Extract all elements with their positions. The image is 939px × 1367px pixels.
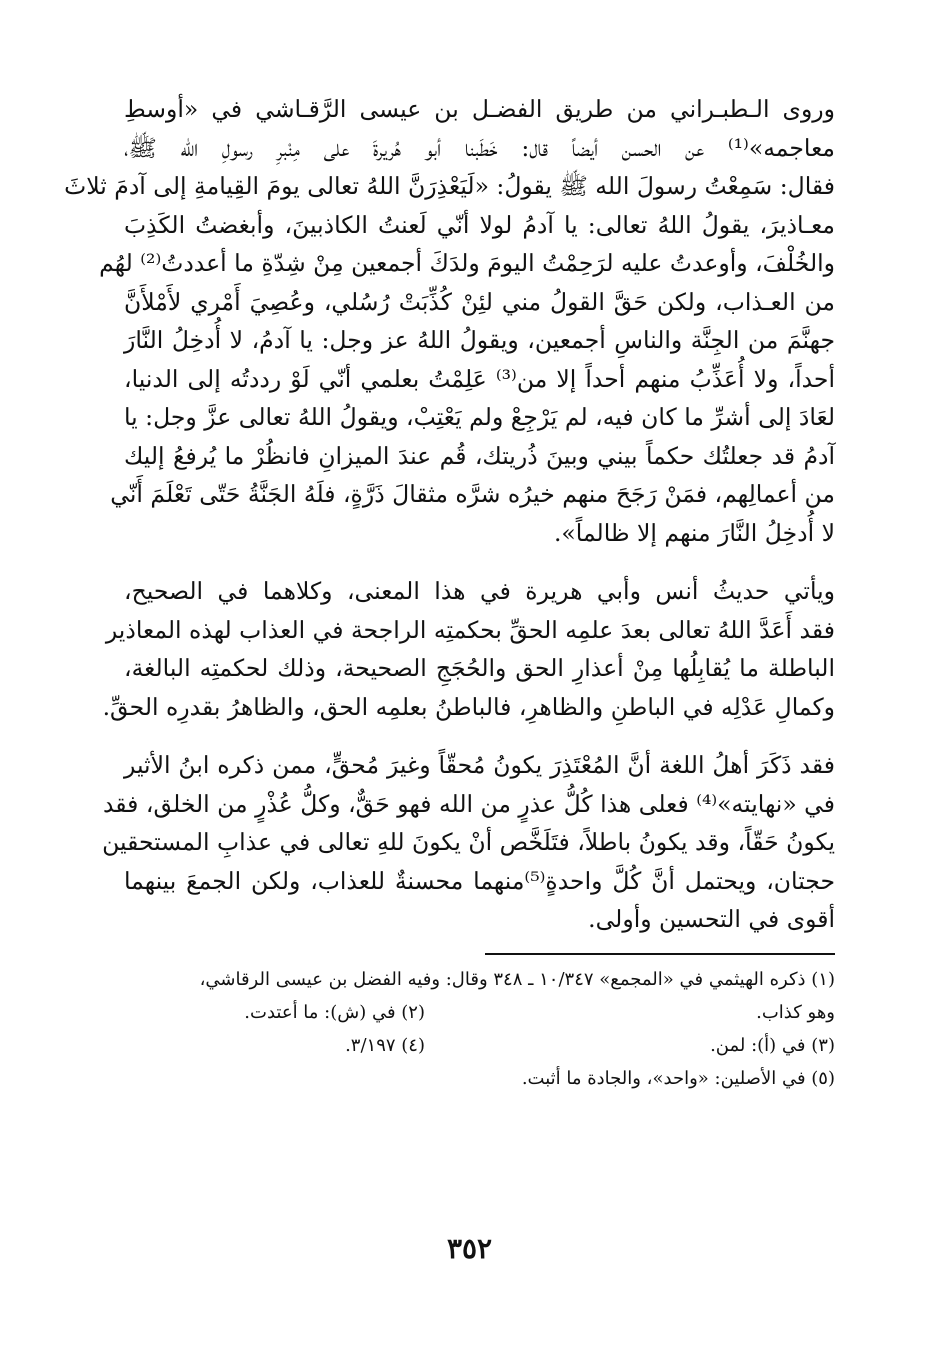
paragraph-gap [124, 552, 835, 572]
paragraph-gap [124, 726, 835, 746]
footnote-2: (٢) في (ش): ما أعتدت. [244, 1001, 425, 1023]
text-line: أقوى في التحسين وأولى. [588, 905, 835, 933]
footnote-3: (٣) في (أ): لمن. [710, 1034, 835, 1056]
footnote-row [124, 996, 835, 1029]
text-line: أحداً، ولا أُعَذِّبُ منهم أحداً إلا من⁽³⁾ عَلِمْتُ بعلمي أنّي لَوْ رددتُه إلى الدنيا، [124, 364, 835, 393]
text-line: فقد ذَكَرَ أهلُ اللغة أنَّ المُعْتَذِرَ يكونُ مُحقّاً وغيرَ مُحقٍّ، ممن ذكره ابنُ الأثير [124, 751, 835, 779]
text-line: لعَادَ إلى أشرِّ ما كان فيه، لم يَرْجِعْ ولم يَعْتِبْ، ويقولُ اللهُ تعالى عزَّ وجل: يا [124, 403, 835, 431]
text-line: والخُلْفَ، وأوعدتُ عليه لرَحِمْتُ اليومَ ولدَكَ أجمعين مِنْ شِدّةِ ما أعددتُ⁽²⁾ لهُم [99, 249, 835, 277]
footnote-1-continued: وهو كذاب. [756, 1001, 835, 1023]
text-line: جهنَّمَ من الجِنَّة والناسِ أجمعين، ويقولُ اللهُ عز وجل: يا آدمُ، لا أُدخِلُ النَّارَ [124, 326, 835, 354]
page-number: ٣٥٢ [446, 1232, 493, 1265]
text-line: لا أُدخِلُ النَّارَ منهم إلا ظالماً». [553, 518, 835, 547]
text-line: وكمالِ عَدْلِه في الباطنِ والظاهرِ، فالباطنُ بعلمِه الحق، والظاهرُ بقدرِه الحقِّ. [102, 692, 835, 721]
footnotes [124, 963, 835, 1095]
text-line: من العـذاب، ولكن حَقَّ القولُ مني لئِنْ كُذِّبَتْ رُسُلي، وعُصِيَ أَمْري لأَمْلأَنَّ [124, 287, 835, 316]
text-line: من أعمالِهم، فمَنْ رَجَحَ منهم خيرُه شرَّه مثقالَ ذَرَّةٍ، فلَهُ الجَنَّةُ حَتّى تَعْلَمَ أَنّي [110, 480, 835, 508]
footnote-5: (٥) في الأصلين: «واحد»، والجادة ما أثبت. [521, 1067, 835, 1089]
text-line: فقد أَعَدَّ اللهُ تعالى بعدَ علمِه الحقِّ بحكمتِه الراجحة في العذاب لهذه المعاذير [105, 615, 835, 644]
text-line: معـاذيرَ، يقولُ اللهُ تعالى: يا آدمُ لولا أنّي لَعنتُ الكاذبينَ، وأبغضتُ الكَذِبَ [124, 210, 835, 239]
footnote-separator [485, 953, 835, 955]
text-line: في «نهايته»⁽⁴⁾ فعلى هذا كُلُّ عذرٍ من الله فهو حَقٌّ، وكلُّ عُذْرٍ من الخلق، فقد [102, 789, 835, 818]
text-line: وروى الـطبـراني من طريق الفضـل بن عيسى الرَّقـاشي في «أوسطِ [124, 95, 835, 123]
text-line: فقال: سَمِعْتُ رسولَ الله ﷺ يقولُ: «لَيَعْذِرَنَّ اللهُ تعالى يومَ القِيامةِ إلى آدمَ ثلاثَ [64, 172, 835, 200]
footnote-row [124, 1029, 835, 1062]
text-line: حجتان، ويحتمل أنَّ كُلَّ واحدةٍ⁽⁵⁾منهما محسنةٌ للعذاب، ولكن الجمعَ بينهما [124, 866, 835, 895]
paragraph-3 [102, 746, 835, 939]
text-line: الباطلة ما يُقابِلُها مِنْ أعذارِ الحق والحُجَجِ الصحيحة، وذلك لحكمتِه البالغة، [124, 654, 835, 682]
text-line: معاجمه»⁽¹⁾ عن الحسن أيضاً قال: خَطَبنا أبو هُريرةَ على مِنْبرِ رسولِ الله ﷺ، [124, 133, 835, 162]
footnote-4: (٤) ٣/١٩٧. [345, 1034, 425, 1056]
footnote-1: (١) ذكره الهيثمي في «المجمع» ١٠/٣٤٧ ـ ٣٤٨ وقال: وفيه الفضل بن عيسى الرقاشي، [199, 968, 835, 990]
text-line: آدمُ قد جعلتُك حكماً بيني وبينَ ذُريتك، قُم عندَ الميزانِ فانظُرْ ما يُرفعُ إليك [124, 441, 835, 470]
paragraph-2 [102, 572, 835, 726]
text-line: ويأتي حديثُ أنس وأبي هريرة في هذا المعنى، وكلاهما في الصحيح، [124, 577, 835, 605]
text-line: يكونُ حَقّاً، وقد يكونُ باطلاً، فتَلَخَّص أنْ يكونَ للهِ تعالى في عذابِ المستحقين [102, 828, 835, 856]
paragraph-1 [64, 90, 835, 552]
